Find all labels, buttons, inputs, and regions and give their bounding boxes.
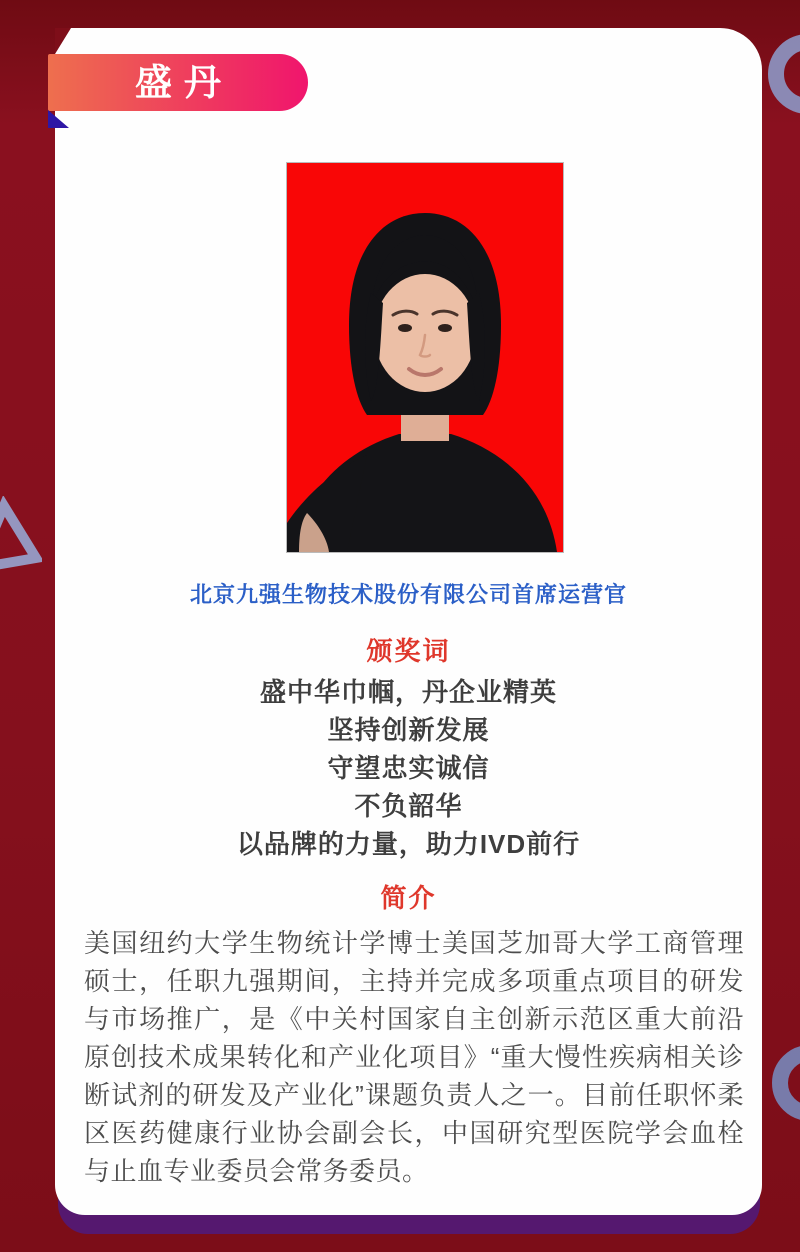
award-heading: 颁奖词 (366, 636, 451, 666)
award-line: 不负韶华 (354, 791, 463, 821)
portrait-photo (287, 163, 563, 552)
award-speech (55, 673, 762, 863)
intro-heading: 简介 (380, 883, 437, 913)
person-name: 盛丹 (135, 62, 233, 103)
award-line: 守望忠实诚信 (327, 753, 490, 783)
ring-decoration-top-icon (768, 34, 800, 114)
card-corner-chamfer (55, 28, 71, 54)
triangle-decoration-icon (0, 496, 42, 578)
award-line: 盛中华巾帼，丹企业精英 (259, 677, 557, 707)
award-line: 以品牌的力量，助力IVD前行 (236, 829, 581, 859)
award-line: 坚持创新发展 (327, 715, 490, 745)
name-ribbon-badge (48, 54, 308, 111)
company-title: 北京九强生物技术股份有限公司首席运营官 (189, 582, 627, 607)
ring-decoration-bottom-icon (772, 1045, 800, 1121)
intro-paragraph: 美国纽约大学生物统计学博士美国芝加哥大学工商管理硕士，任职九强期间，主持并完成多项重点项目的研发与市场推广，是《中关村国家自主创新示范区重大前沿原创技术成果转化和产业化项目》“重大慢性疾病相关诊断试剂的研发及产业化”课题负责人之一。目前任职怀柔区医药健康行业协会副会长，中国研究型医院学会血栓与止血专业委员会常务委员。 (84, 928, 744, 1186)
